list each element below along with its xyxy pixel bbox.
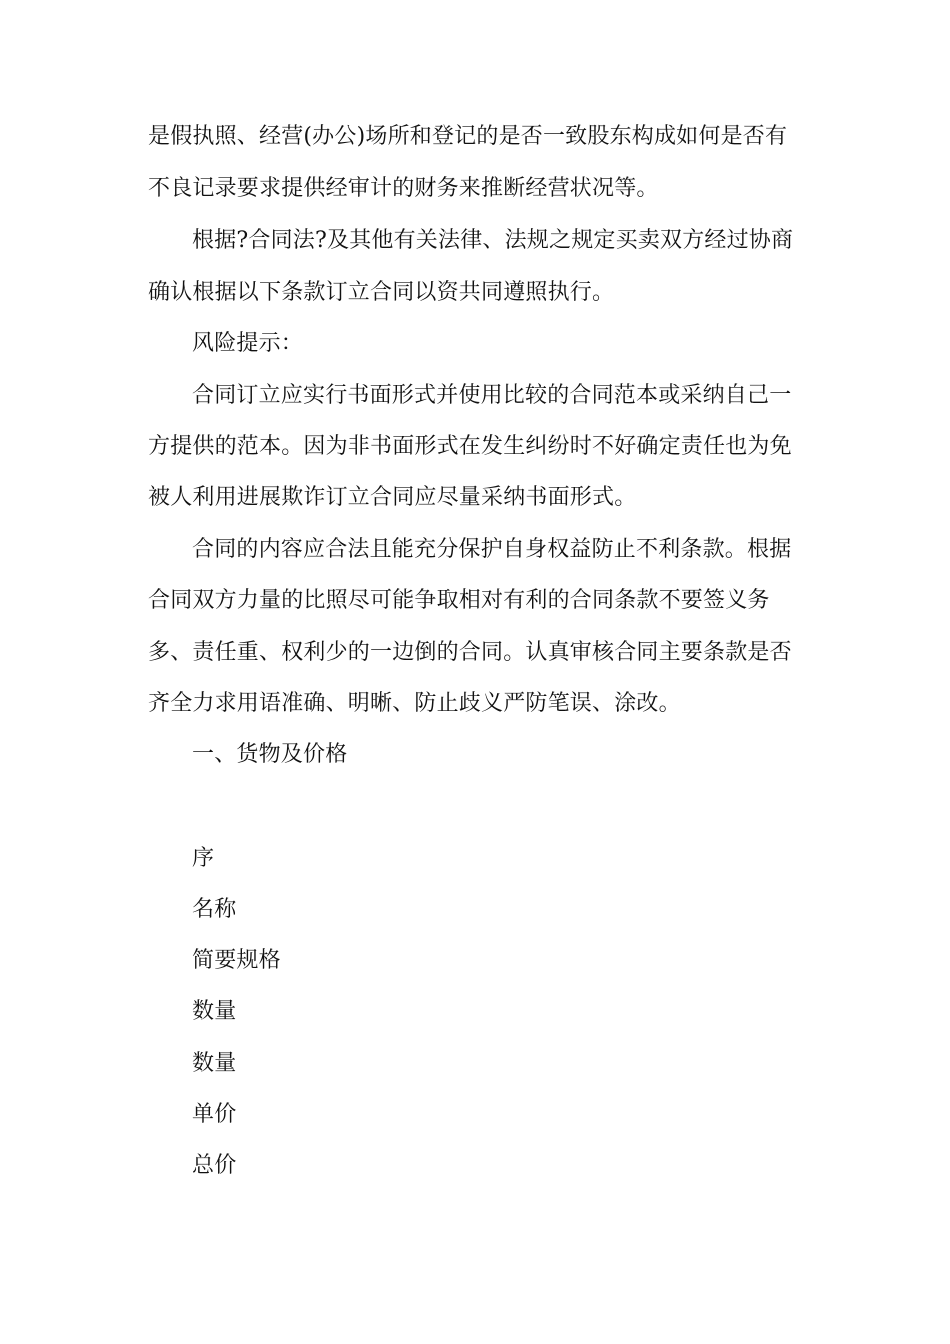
table-header-cell: 总价 <box>192 1153 237 1178</box>
body-line: 合同订立应实行书面形式并使用比较的合同范本或采纳自己一 <box>192 383 792 408</box>
table-header-cell: 单价 <box>192 1102 237 1127</box>
section-label: 风险提示： <box>192 331 304 356</box>
body-line: 方提供的范本。因为非书面形式在发生纠纷时不好确定责任也为免 <box>148 434 792 459</box>
body-line: 是假执照、经营(办公)场所和登记的是否一致股东构成如何是否有 <box>148 124 788 149</box>
table-header-cell: 名称 <box>192 897 237 922</box>
body-line: 合同的内容应合法且能充分保护自身权益防止不利条款。根据 <box>192 537 792 562</box>
body-line: 不良记录要求提供经审计的财务来推断经营状况等。 <box>148 176 659 201</box>
table-header-cell: 数量 <box>192 999 237 1024</box>
body-line: 合同双方力量的比照尽可能争取相对有利的合同条款不要签义务 <box>148 588 770 613</box>
table-header-cell: 简要规格 <box>192 948 281 973</box>
body-line: 多、责任重、权利少的一边倒的合同。认真审核合同主要条款是否 <box>148 640 792 665</box>
table-header-cell: 数量 <box>192 1051 237 1076</box>
body-line: 齐全力求用语准确、明晰、防止歧义严防笔误、涂改。 <box>148 691 681 716</box>
body-line: 被人利用进展欺诈订立合同应尽量采纳书面形式。 <box>148 485 637 510</box>
table-header-cell: 序 <box>192 846 215 871</box>
body-line: 确认根据以下条款订立合同以资共同遵照执行。 <box>148 280 615 305</box>
section-heading: 一、货物及价格 <box>192 742 348 767</box>
body-line: 根据?合同法?及其他有关法律、法规之规定买卖双方经过协商 <box>192 228 794 253</box>
